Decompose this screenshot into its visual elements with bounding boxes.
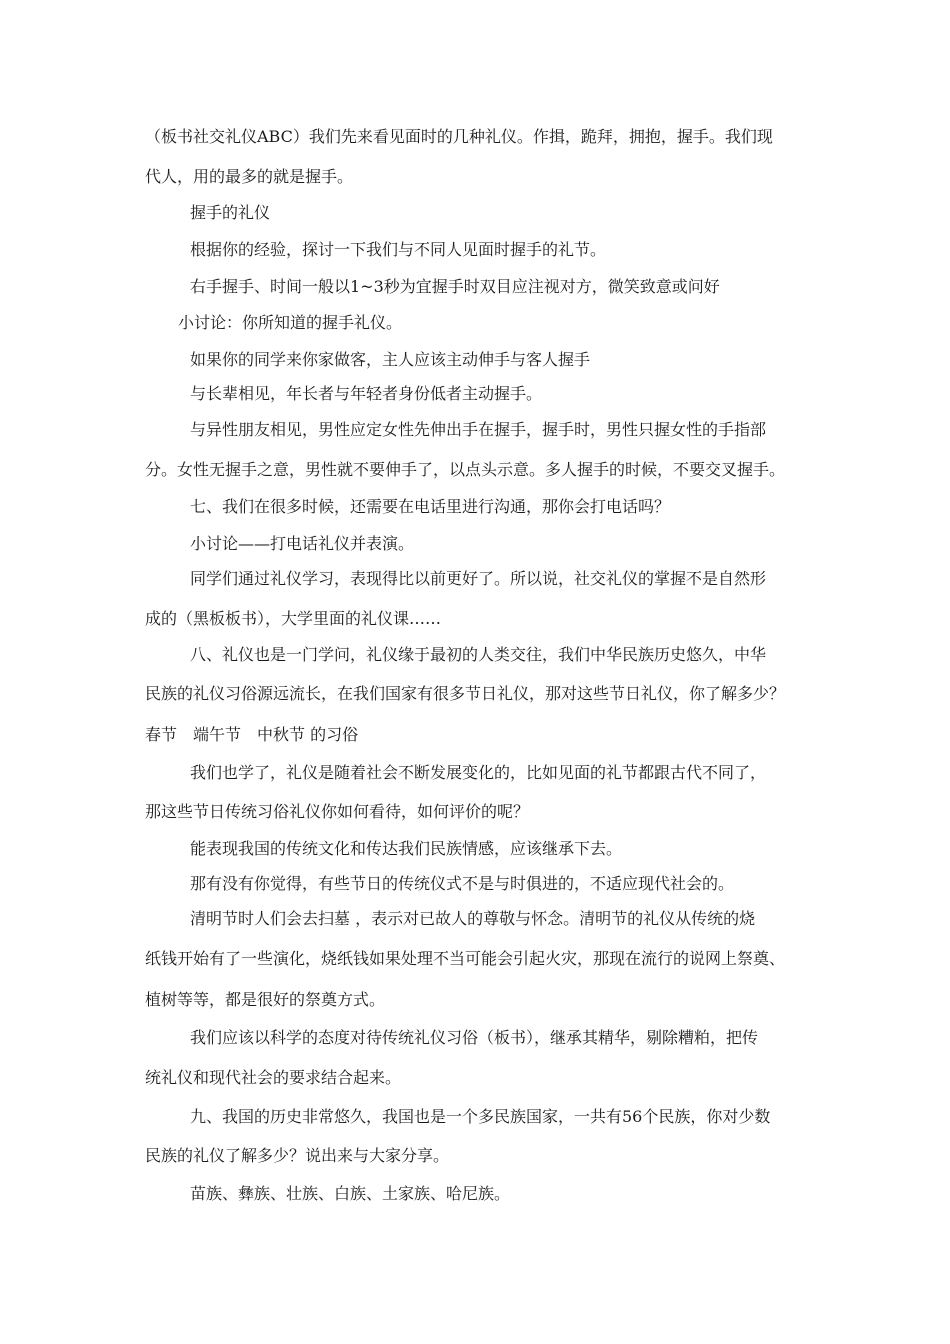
paragraph-line: 根据你的经验，探讨一下我们与不同人见面时握手的礼节。 — [190, 240, 607, 259]
paragraph-line: 小讨论——打电话礼仪并表演。 — [190, 534, 415, 553]
paragraph-line: 能表现我国的传统文化和传达我们民族情感，应该继承下去。 — [190, 839, 623, 858]
paragraph-line: 与长辈相见，年长者与年轻者身份低者主动握手。 — [190, 384, 543, 403]
paragraph-line: 植树等等，都是很好的祭奠方式。 — [145, 990, 386, 1009]
paragraph-line: 苗族、彝族、壮族、白族、土家族、哈尼族。 — [190, 1184, 511, 1203]
paragraph-line: 代人，用的最多的就是握手。 — [145, 167, 354, 186]
paragraph-line: 我们也学了，礼仪是随着社会不断发展变化的，比如见面的礼节都跟古代不同了， — [190, 763, 767, 782]
paragraph-line: 七、我们在很多时候，还需要在电话里进行沟通，那你会打电话吗？ — [190, 497, 671, 516]
paragraph-line: 春节 端午节 中秋节 的习俗 — [145, 725, 359, 744]
paragraph-line: 那这些节日传统习俗礼仪你如何看待，如何评价的呢？ — [145, 802, 530, 821]
paragraph-line: 成的（黑板板书），大学里面的礼仪课…… — [145, 609, 442, 628]
paragraph-line: 统礼仪和现代社会的要求结合起来。 — [145, 1068, 402, 1087]
paragraph-line: 清明节时人们会去扫墓 ，表示对已故人的尊敬与怀念。清明节的礼仪从传统的烧 — [190, 909, 756, 928]
paragraph-line: 分。女性无握手之意，男性就不要伸手了，以点头示意。多人握手的时候，不要交叉握手。 — [145, 460, 786, 479]
paragraph-line: （板书社交礼仪ABC）我们先来看见面时的几种礼仪。作揖，跪拜，拥抱，握手。我们现 — [145, 127, 773, 146]
paragraph-line: 那有没有你觉得，有些节日的传统仪式不是与时俱进的，不适应现代社会的。 — [190, 874, 735, 893]
paragraph-line: 民族的礼仪习俗源远流长，在我们国家有很多节日礼仪，那对这些节日礼仪，你了解多少？ — [145, 684, 786, 703]
paragraph-line: 同学们通过礼仪学习，表现得比以前更好了。所以说，社交礼仪的掌握不是自然形 — [190, 569, 767, 588]
paragraph-line: 与异性朋友相见，男性应定女性先伸出手在握手，握手时，男性只握女性的手指部 — [190, 420, 767, 439]
paragraph-line: 我们应该以科学的态度对待传统礼仪习俗（板书），继承其精华，剔除糟粕，把传 — [190, 1028, 759, 1047]
paragraph-line: 右手握手、时间一般以1~3秒为宜握手时双目应注视对方，微笑致意或问好 — [190, 277, 720, 296]
paragraph-line: 民族的礼仪了解多少？说出来与大家分享。 — [145, 1146, 450, 1165]
section-heading: 握手的礼仪 — [190, 203, 271, 222]
paragraph-line: 如果你的同学来你家做客，主人应该主动伸手与客人握手 — [190, 350, 591, 369]
paragraph-line: 小讨论：你所知道的握手礼仪。 — [178, 313, 403, 332]
paragraph-line: 纸钱开始有了一些演化，烧纸钱如果处理不当可能会引起火灾，那现在流行的说网上祭奠、 — [145, 949, 786, 968]
paragraph-line: 九、我国的历史非常悠久，我国也是一个多民族国家，一共有56个民族，你对少数 — [190, 1107, 771, 1126]
paragraph-line: 八、礼仪也是一门学问，礼仪缘于最初的人类交往，我们中华民族历史悠久，中华 — [190, 645, 767, 664]
